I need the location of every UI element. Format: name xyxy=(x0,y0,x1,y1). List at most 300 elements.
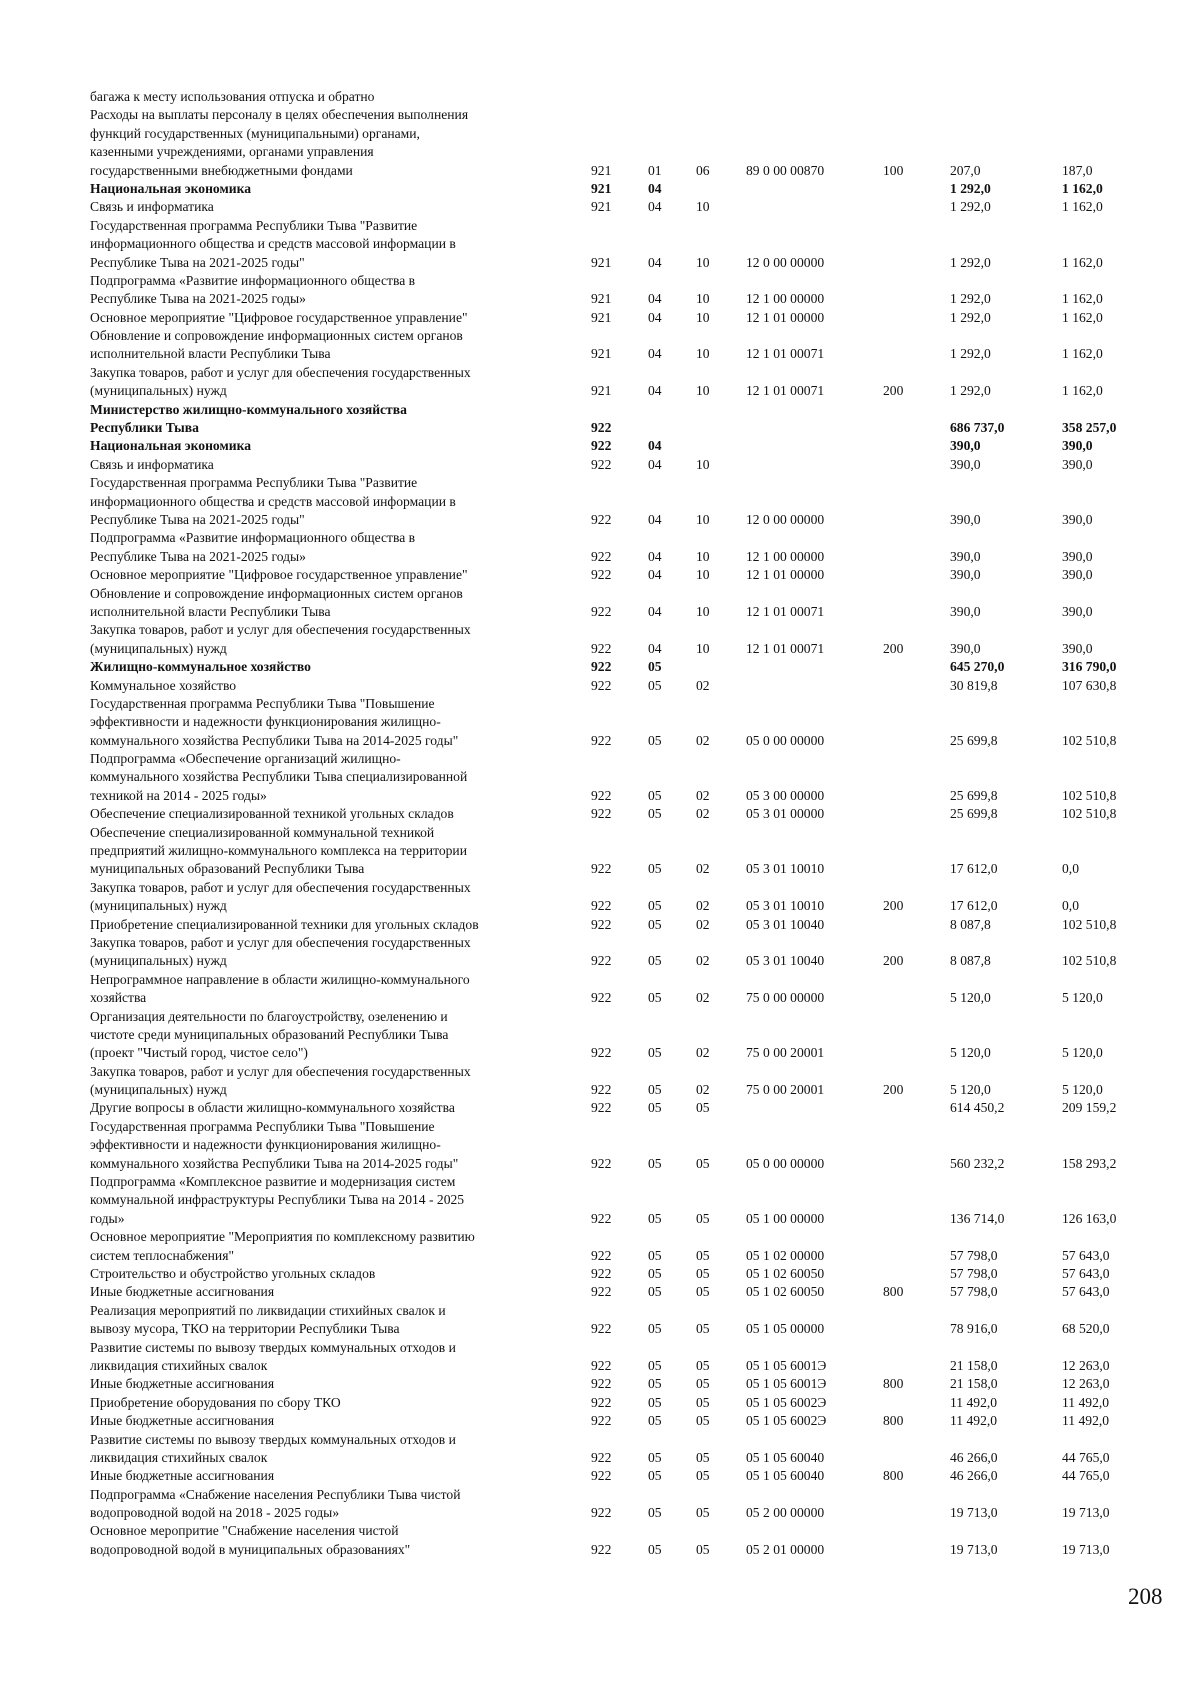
expense-type-code: 800 xyxy=(883,1413,904,1429)
section-code: 05 xyxy=(648,1321,662,1337)
item-name: Подпрограмма «Развитие информационного общества в xyxy=(90,272,416,288)
subsection-code: 05 xyxy=(696,1247,710,1263)
subsection-code: 02 xyxy=(696,953,710,969)
expense-type-code: 200 xyxy=(883,953,904,969)
amount-year-2: 316 790,0 xyxy=(1062,659,1117,675)
amount-year-1: 1 292,0 xyxy=(950,383,991,399)
ved-code: 921 xyxy=(591,180,612,196)
amount-year-1: 78 916,0 xyxy=(950,1321,998,1337)
item-name: Иные бюджетные ассигнования xyxy=(90,1468,275,1484)
amount-year-2: 1 162,0 xyxy=(1062,383,1103,399)
amount-year-2: 390,0 xyxy=(1062,567,1093,583)
ved-code: 922 xyxy=(591,511,612,527)
item-name: коммунальной инфраструктуры Республики Тыва на 2014 - 2025 xyxy=(90,1192,465,1208)
section-code: 04 xyxy=(648,291,662,307)
expense-type-code: 200 xyxy=(883,640,904,656)
section-code: 05 xyxy=(648,1266,662,1281)
target-article-code: 75 0 00 20001 xyxy=(746,1045,825,1061)
subsection-code: 05 xyxy=(696,1321,710,1337)
item-name: Национальная экономика xyxy=(90,180,251,196)
table-row xyxy=(90,1228,1150,1246)
table-row xyxy=(90,1541,1150,1559)
amount-year-1: 21 158,0 xyxy=(950,1357,998,1373)
item-name: Закупка товаров, работ и услуг для обеспечения государственных xyxy=(90,934,471,950)
table-row xyxy=(90,1302,1150,1320)
target-article-code: 05 1 05 6001Э xyxy=(746,1376,827,1392)
subsection-code: 02 xyxy=(696,916,710,932)
table-row xyxy=(90,897,1150,915)
table-row xyxy=(90,1431,1150,1449)
table-row xyxy=(90,1486,1150,1504)
ved-code: 922 xyxy=(591,1505,612,1521)
section-code: 05 xyxy=(648,1082,662,1098)
item-name: Развитие системы по вывозу твердых коммунальных отходов и xyxy=(90,1431,456,1447)
ved-code: 922 xyxy=(591,953,612,969)
amount-year-1: 57 798,0 xyxy=(950,1247,998,1263)
target-article-code: 05 1 05 6002Э xyxy=(746,1413,827,1429)
item-name: Республики Тыва xyxy=(90,420,199,436)
section-code: 01 xyxy=(648,162,662,178)
amount-year-2: 1 162,0 xyxy=(1062,346,1103,362)
ved-code: 922 xyxy=(591,456,612,472)
target-article-code: 12 0 00 00000 xyxy=(746,254,825,270)
item-name: Приобретение специализированной техники для угольных складов xyxy=(90,916,479,932)
amount-year-2: 102 510,8 xyxy=(1062,953,1117,969)
table-row xyxy=(90,493,1150,511)
table-row xyxy=(90,1063,1150,1081)
ved-code: 922 xyxy=(591,640,612,656)
amount-year-1: 25 699,8 xyxy=(950,806,998,822)
item-name: Республике Тыва на 2021-2025 годы» xyxy=(90,548,306,564)
subsection-code: 10 xyxy=(696,567,710,583)
target-article-code: 12 1 01 00071 xyxy=(746,640,825,656)
item-name: Республике Тыва на 2021-2025 годы" xyxy=(90,511,305,527)
target-article-code: 05 1 05 60040 xyxy=(746,1468,825,1484)
target-article-code: 05 1 02 60050 xyxy=(746,1284,825,1300)
subsection-code: 10 xyxy=(696,511,710,527)
ved-code: 921 xyxy=(591,383,612,399)
amount-year-2: 0,0 xyxy=(1062,898,1079,914)
amount-year-1: 5 120,0 xyxy=(950,1082,991,1098)
table-row xyxy=(90,419,1150,437)
target-article-code: 05 3 01 00000 xyxy=(746,806,825,822)
ved-code: 922 xyxy=(591,1100,612,1116)
ved-code: 921 xyxy=(591,309,612,325)
ved-code: 922 xyxy=(591,1376,612,1392)
item-name: техникой на 2014 - 2025 годы» xyxy=(90,787,267,803)
expense-type-code: 200 xyxy=(883,383,904,399)
item-name: Реализация мероприятий по ликвидации стихийных свалок и xyxy=(90,1302,446,1318)
amount-year-1: 8 087,8 xyxy=(950,916,991,932)
table-row xyxy=(90,695,1150,713)
section-code: 04 xyxy=(648,438,662,454)
section-code: 05 xyxy=(648,1284,662,1300)
target-article-code: 05 1 05 6001Э xyxy=(746,1357,827,1373)
table-row xyxy=(90,401,1150,419)
item-name: Закупка товаров, работ и услуг для обеспечения государственных xyxy=(90,622,471,638)
item-name: (муниципальных) нужд xyxy=(90,640,227,656)
amount-year-2: 107 630,8 xyxy=(1062,677,1117,693)
amount-year-2: 11 492,0 xyxy=(1062,1394,1110,1410)
item-name: информационного общества и средств массовой информации в xyxy=(90,236,456,252)
item-name: (проект "Чистый город, чистое село") xyxy=(90,1045,308,1061)
target-article-code: 12 1 01 00071 xyxy=(746,383,825,399)
item-name: Государственная программа Республики Тыва "Развитие xyxy=(90,475,418,491)
table-row xyxy=(90,272,1150,290)
amount-year-2: 102 510,8 xyxy=(1062,916,1117,932)
item-name: багажа к месту использования отпуска и обратно xyxy=(90,89,375,104)
table-row xyxy=(90,1044,1150,1062)
table-row xyxy=(90,1118,1150,1136)
item-name: водопроводной водой на 2018 - 2025 годы» xyxy=(90,1505,340,1521)
section-code: 05 xyxy=(648,732,662,748)
subsection-code: 10 xyxy=(696,254,710,270)
section-code: 05 xyxy=(648,1505,662,1521)
target-article-code: 12 0 00 00000 xyxy=(746,511,825,527)
table-row xyxy=(90,989,1150,1007)
table-row xyxy=(90,345,1150,363)
expense-type-code: 200 xyxy=(883,898,904,914)
amount-year-1: 390,0 xyxy=(950,456,981,472)
item-name: (муниципальных) нужд xyxy=(90,953,227,969)
ved-code: 922 xyxy=(591,1266,612,1281)
item-name: хозяйства xyxy=(90,990,147,1006)
table-row xyxy=(90,106,1150,124)
table-row xyxy=(90,125,1150,143)
ved-code: 922 xyxy=(591,603,612,619)
table-row xyxy=(90,1320,1150,1338)
ved-code: 922 xyxy=(591,659,612,675)
item-name: Республике Тыва на 2021-2025 годы» xyxy=(90,291,306,307)
table-row xyxy=(90,198,1150,216)
section-code: 04 xyxy=(648,383,662,399)
ved-code: 921 xyxy=(591,199,612,215)
amount-year-2: 1 162,0 xyxy=(1062,199,1103,215)
target-article-code: 05 0 00 00000 xyxy=(746,1155,825,1171)
amount-year-1: 1 292,0 xyxy=(950,180,991,196)
ved-code: 921 xyxy=(591,254,612,270)
amount-year-1: 390,0 xyxy=(950,603,981,619)
item-name: ликвидация стихийных свалок xyxy=(90,1449,268,1465)
amount-year-2: 19 713,0 xyxy=(1062,1505,1110,1521)
section-code: 04 xyxy=(648,254,662,270)
amount-year-1: 1 292,0 xyxy=(950,254,991,270)
amount-year-2: 0,0 xyxy=(1062,861,1079,877)
table-row xyxy=(90,1449,1150,1467)
amount-year-2: 12 263,0 xyxy=(1062,1357,1110,1373)
table-row xyxy=(90,88,1150,106)
amount-year-1: 1 292,0 xyxy=(950,346,991,362)
item-name: Расходы на выплаты персоналу в целях обеспечения выполнения xyxy=(90,107,469,123)
amount-year-2: 102 510,8 xyxy=(1062,806,1117,822)
ved-code: 922 xyxy=(591,1045,612,1061)
target-article-code: 05 1 02 00000 xyxy=(746,1247,825,1263)
ved-code: 922 xyxy=(591,1082,612,1098)
amount-year-1: 17 612,0 xyxy=(950,898,998,914)
item-name: вывозу мусора, ТКО на территории Республики Тыва xyxy=(90,1321,400,1337)
table-row xyxy=(90,1191,1150,1209)
amount-year-2: 390,0 xyxy=(1062,640,1093,656)
amount-year-2: 390,0 xyxy=(1062,548,1093,564)
amount-year-1: 19 713,0 xyxy=(950,1541,998,1557)
table-row xyxy=(90,713,1150,731)
subsection-code: 05 xyxy=(696,1155,710,1171)
section-code: 05 xyxy=(648,990,662,1006)
ved-code: 922 xyxy=(591,1541,612,1557)
item-name: Основное мероприятие "Цифровое государственное управление" xyxy=(90,309,468,325)
table-row xyxy=(90,1375,1150,1393)
amount-year-2: 57 643,0 xyxy=(1062,1284,1110,1300)
table-row xyxy=(90,456,1150,474)
amount-year-2: 390,0 xyxy=(1062,511,1093,527)
item-name: Приобретение оборудования по сбору ТКО xyxy=(90,1394,341,1410)
target-article-code: 05 2 01 00000 xyxy=(746,1541,825,1557)
table-row xyxy=(90,1081,1150,1099)
section-code: 05 xyxy=(648,1100,662,1116)
item-name: эффективности и надежности функционирования жилищно- xyxy=(90,1137,441,1153)
item-name: Жилищно-коммунальное хозяйство xyxy=(90,659,311,675)
table-row xyxy=(90,566,1150,584)
section-code: 04 xyxy=(648,603,662,619)
subsection-code: 02 xyxy=(696,732,710,748)
item-name: исполнительной власти Республики Тыва xyxy=(90,603,331,619)
ved-code: 922 xyxy=(591,1247,612,1263)
budget-table xyxy=(90,88,1150,1559)
table-row xyxy=(90,1394,1150,1412)
item-name: Обеспечение специализированной техникой угольных складов xyxy=(90,806,454,822)
expense-type-code: 100 xyxy=(883,162,904,178)
item-name: информационного общества и средств массовой информации в xyxy=(90,493,456,509)
amount-year-1: 25 699,8 xyxy=(950,787,998,803)
amount-year-1: 30 819,8 xyxy=(950,677,998,693)
table-row xyxy=(90,787,1150,805)
amount-year-1: 57 798,0 xyxy=(950,1266,998,1281)
ved-code: 922 xyxy=(591,1357,612,1373)
amount-year-2: 1 162,0 xyxy=(1062,291,1103,307)
amount-year-1: 5 120,0 xyxy=(950,1045,991,1061)
amount-year-2: 5 120,0 xyxy=(1062,990,1103,1006)
amount-year-1: 207,0 xyxy=(950,162,981,178)
section-code: 05 xyxy=(648,1394,662,1410)
item-name: Обеспечение специализированной коммунальной техникой xyxy=(90,824,435,840)
item-name: Республике Тыва на 2021-2025 годы" xyxy=(90,254,305,270)
item-name: (муниципальных) нужд xyxy=(90,898,227,914)
target-article-code: 12 1 00 00000 xyxy=(746,548,825,564)
table-row xyxy=(90,824,1150,842)
table-row xyxy=(90,162,1150,180)
item-name: Основное меропритие "Снабжение населения чистой xyxy=(90,1523,399,1539)
item-name: Другие вопросы в области жилищно-коммунального хозяйства xyxy=(90,1100,455,1116)
subsection-code: 05 xyxy=(696,1394,710,1410)
target-article-code: 05 1 05 60040 xyxy=(746,1449,825,1465)
subsection-code: 05 xyxy=(696,1541,710,1557)
amount-year-1: 19 713,0 xyxy=(950,1505,998,1521)
amount-year-2: 1 162,0 xyxy=(1062,254,1103,270)
item-name: коммунального хозяйства Республики Тыва на 2014-2025 годы" xyxy=(90,1155,459,1171)
subsection-code: 10 xyxy=(696,309,710,325)
amount-year-1: 46 266,0 xyxy=(950,1449,998,1465)
item-name: водопроводной водой в муниципальных образованиях" xyxy=(90,1541,411,1557)
table-row xyxy=(90,309,1150,327)
amount-year-2: 358 257,0 xyxy=(1062,420,1117,436)
section-code: 05 xyxy=(648,1045,662,1061)
ved-code: 922 xyxy=(591,1284,612,1300)
ved-code: 921 xyxy=(591,162,612,178)
item-name: коммунального хозяйства Республики Тыва специализированной xyxy=(90,769,468,785)
table-row xyxy=(90,143,1150,161)
subsection-code: 02 xyxy=(696,1082,710,1098)
table-row xyxy=(90,437,1150,455)
table-row xyxy=(90,585,1150,603)
section-code: 05 xyxy=(648,1376,662,1392)
section-code: 05 xyxy=(648,1468,662,1484)
section-code: 05 xyxy=(648,787,662,803)
ved-code: 922 xyxy=(591,787,612,803)
section-code: 05 xyxy=(648,1357,662,1373)
amount-year-1: 390,0 xyxy=(950,640,981,656)
expense-type-code: 800 xyxy=(883,1468,904,1484)
table-row xyxy=(90,1155,1150,1173)
item-name: Закупка товаров, работ и услуг для обеспечения государственных xyxy=(90,364,471,380)
table-row xyxy=(90,916,1150,934)
table-row xyxy=(90,1467,1150,1485)
item-name: Закупка товаров, работ и услуг для обеспечения государственных xyxy=(90,879,471,895)
item-name: Основное мероприятие "Цифровое государственное управление" xyxy=(90,567,468,583)
target-article-code: 12 1 01 00000 xyxy=(746,567,825,583)
subsection-code: 10 xyxy=(696,291,710,307)
table-row xyxy=(90,1412,1150,1430)
subsection-code: 02 xyxy=(696,898,710,914)
ved-code: 922 xyxy=(591,898,612,914)
item-name: Иные бюджетные ассигнования xyxy=(90,1376,275,1392)
target-article-code: 05 2 00 00000 xyxy=(746,1505,825,1521)
target-article-code: 05 0 00 00000 xyxy=(746,732,825,748)
expense-type-code: 800 xyxy=(883,1284,904,1300)
table-row xyxy=(90,1265,1150,1283)
amount-year-2: 209 159,2 xyxy=(1062,1100,1117,1116)
section-code: 05 xyxy=(648,1247,662,1263)
table-row xyxy=(90,1504,1150,1522)
table-row xyxy=(90,971,1150,989)
item-name: (муниципальных) нужд xyxy=(90,1082,227,1098)
item-name: функций государственных (муниципальными) органами, xyxy=(90,125,420,141)
section-code: 05 xyxy=(648,898,662,914)
amount-year-2: 102 510,8 xyxy=(1062,787,1117,803)
amount-year-1: 11 492,0 xyxy=(950,1413,998,1429)
item-name: Иные бюджетные ассигнования xyxy=(90,1413,275,1429)
item-name: предприятий жилищно-коммунального комплекса на территории xyxy=(90,843,467,859)
ved-code: 922 xyxy=(591,677,612,693)
target-article-code: 12 1 01 00071 xyxy=(746,346,825,362)
table-row xyxy=(90,879,1150,897)
subsection-code: 05 xyxy=(696,1449,710,1465)
item-name: коммунального хозяйства Республики Тыва на 2014-2025 годы" xyxy=(90,732,459,748)
expense-type-code: 800 xyxy=(883,1376,904,1392)
item-name: Государственная программа Республики Тыва "Повышение xyxy=(90,695,435,711)
target-article-code: 05 1 00 00000 xyxy=(746,1210,825,1226)
ved-code: 922 xyxy=(591,916,612,932)
table-row xyxy=(90,364,1150,382)
table-row xyxy=(90,511,1150,529)
table-row xyxy=(90,1008,1150,1026)
ved-code: 922 xyxy=(591,1394,612,1410)
table-row xyxy=(90,934,1150,952)
section-code: 05 xyxy=(648,1413,662,1429)
amount-year-2: 57 643,0 xyxy=(1062,1266,1110,1281)
ved-code: 922 xyxy=(591,420,612,436)
table-row xyxy=(90,1339,1150,1357)
amount-year-2: 44 765,0 xyxy=(1062,1449,1110,1465)
table-row xyxy=(90,805,1150,823)
table-row xyxy=(90,603,1150,621)
ved-code: 922 xyxy=(591,1321,612,1337)
ved-code: 922 xyxy=(591,861,612,877)
amount-year-1: 1 292,0 xyxy=(950,199,991,215)
item-name: Государственная программа Республики Тыва "Развитие xyxy=(90,217,418,233)
table-row xyxy=(90,382,1150,400)
amount-year-1: 390,0 xyxy=(950,438,981,454)
ved-code: 921 xyxy=(591,291,612,307)
section-code: 05 xyxy=(648,806,662,822)
amount-year-1: 645 270,0 xyxy=(950,659,1005,675)
item-name: исполнительной власти Республики Тыва xyxy=(90,346,331,362)
section-code: 04 xyxy=(648,199,662,215)
ved-code: 922 xyxy=(591,1468,612,1484)
item-name: Организация деятельности по благоустройству, озеленению и xyxy=(90,1008,448,1024)
section-code: 05 xyxy=(648,953,662,969)
item-name: Министерство жилищно-коммунального хозяйства xyxy=(90,401,407,417)
amount-year-1: 390,0 xyxy=(950,511,981,527)
table-row xyxy=(90,1357,1150,1375)
amount-year-2: 44 765,0 xyxy=(1062,1468,1110,1484)
ved-code: 922 xyxy=(591,548,612,564)
subsection-code: 10 xyxy=(696,383,710,399)
section-code: 05 xyxy=(648,1210,662,1226)
table-row xyxy=(90,327,1150,345)
subsection-code: 05 xyxy=(696,1100,710,1116)
section-code: 05 xyxy=(648,1541,662,1557)
table-row xyxy=(90,180,1150,198)
subsection-code: 05 xyxy=(696,1357,710,1373)
item-name: Подпрограмма «Снабжение населения Республики Тыва чистой xyxy=(90,1486,461,1502)
amount-year-1: 560 232,2 xyxy=(950,1155,1005,1171)
ved-code: 922 xyxy=(591,1449,612,1465)
table-row xyxy=(90,768,1150,786)
item-name: эффективности и надежности функционирования жилищно- xyxy=(90,714,441,730)
amount-year-2: 1 162,0 xyxy=(1062,180,1103,196)
section-code: 04 xyxy=(648,567,662,583)
item-name: (муниципальных) нужд xyxy=(90,383,227,399)
ved-code: 922 xyxy=(591,1210,612,1226)
table-row xyxy=(90,658,1150,676)
amount-year-1: 11 492,0 xyxy=(950,1394,998,1410)
ved-code: 922 xyxy=(591,732,612,748)
section-code: 04 xyxy=(648,456,662,472)
table-row xyxy=(90,621,1150,639)
table-row xyxy=(90,842,1150,860)
amount-year-2: 12 263,0 xyxy=(1062,1376,1110,1392)
section-code: 05 xyxy=(648,677,662,693)
table-row xyxy=(90,952,1150,970)
item-name: Закупка товаров, работ и услуг для обеспечения государственных xyxy=(90,1063,471,1079)
amount-year-2: 390,0 xyxy=(1062,438,1093,454)
ved-code: 922 xyxy=(591,1155,612,1171)
amount-year-1: 390,0 xyxy=(950,567,981,583)
amount-year-2: 11 492,0 xyxy=(1062,1413,1110,1429)
table-row xyxy=(90,860,1150,878)
subsection-code: 05 xyxy=(696,1413,710,1429)
section-code: 04 xyxy=(648,346,662,362)
